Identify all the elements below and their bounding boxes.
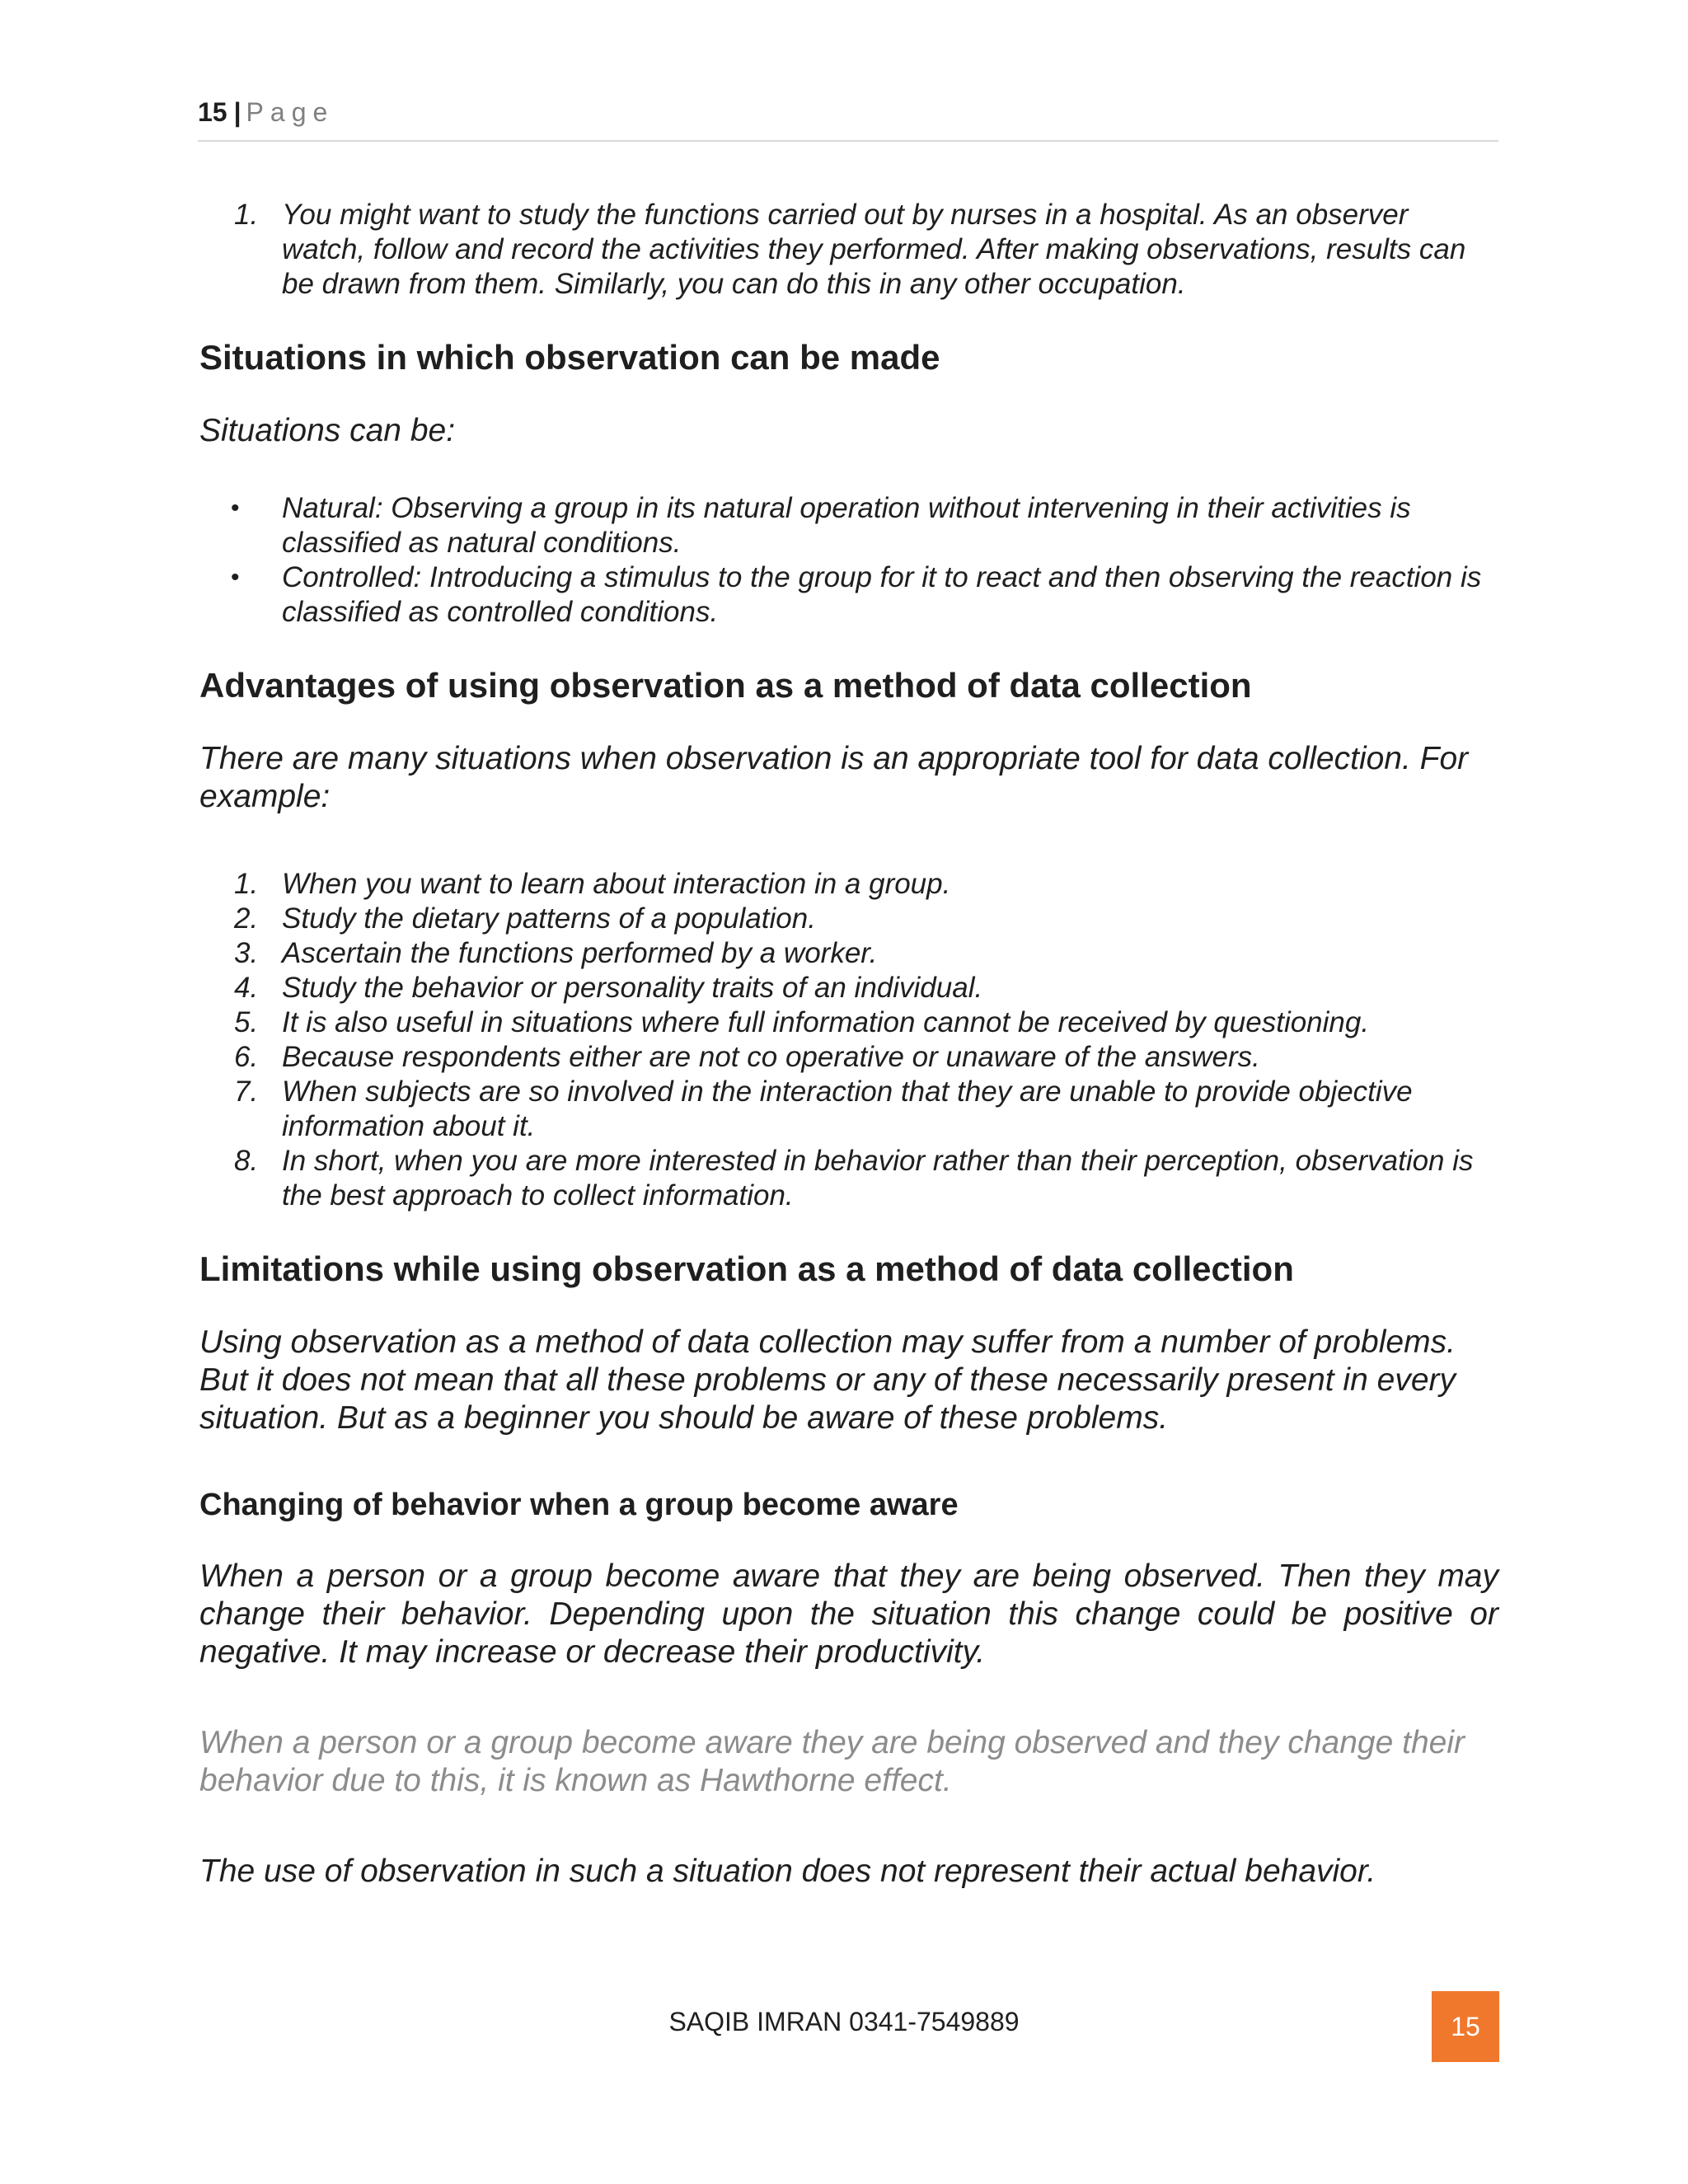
list-item-text: You might want to study the functions carried out by nurses in a hospital. As an observer watch, follow and record the activities they performed. After making observations, results can be drawn from them. Similarly, you can do this in any other occupation. [282, 199, 1466, 300]
situations-heading: Situations in which observation can be made [199, 338, 940, 377]
header-page-word: Page [246, 97, 335, 127]
intro-list [199, 198, 1498, 302]
list-marker: 3. [234, 937, 259, 969]
list-marker: 1. [234, 199, 259, 231]
bullet-icon: • [231, 494, 240, 522]
list-item [199, 971, 1498, 1005]
list-item-text: When subjects are so involved in the interaction that they are unable to provide objective information about it. [282, 1076, 1413, 1142]
limitations-intro: Using observation as a method of data collection may suffer from a number of problems. But it does not mean that all these problems or any of these necessarily present in every situation. But as a beginner you should be aware of these problems. [199, 1324, 1456, 1436]
bullet-icon: • [231, 564, 240, 591]
limitations-heading: Limitations while using observation as a method of data collection [199, 1249, 1294, 1288]
header-separator: | [233, 97, 241, 127]
situations-bullet-list [199, 491, 1498, 630]
list-item-text: In short, when you are more interested in behavior rather than their perception, observation is the best approach to collect information. [282, 1145, 1474, 1212]
list-item [199, 560, 1498, 630]
changing-heading: Changing of behavior when a group become aware [199, 1488, 959, 1522]
list-item-text: When you want to learn about interaction in a group. [282, 868, 951, 900]
list-marker: 2. [234, 902, 259, 935]
hawthorne-paragraph: When a person or a group become aware they are being observed and they change their behavior due to this, it is known as Hawthorne effect. [199, 1725, 1465, 1798]
list-item-text: Controlled: Introducing a stimulus to the group for it to react and then observing the reaction is classified as controlled conditions. [282, 561, 1482, 628]
list-item-text: Because respondents either are not co operative or unaware of the answers. [282, 1041, 1260, 1073]
advantages-intro: There are many situations when observation is an appropriate tool for data collection. For example: [199, 741, 1469, 814]
list-item [199, 1075, 1498, 1144]
changing-paragraph-1: When a person or a group become aware that they are being observed. Then they may change their behavior. Depending upon the situation this change could be positive or negative. It may increase or decrease their productivity. [199, 1558, 1498, 1670]
list-item [199, 1144, 1498, 1213]
list-item [199, 198, 1498, 302]
list-marker: 8. [234, 1145, 259, 1177]
list-item-text: Study the behavior or personality traits of an individual. [282, 972, 983, 1004]
page-content [199, 198, 1498, 1891]
changing-paragraph-3: The use of observation in such a situation does not represent their actual behavior. [199, 1854, 1376, 1889]
list-item [199, 1040, 1498, 1075]
footer-page-number-box: 15 [1432, 1991, 1499, 2062]
footer-author: SAQIB IMRAN 0341-7549889 [668, 2007, 1020, 2036]
advantages-heading: Advantages of using observation as a method of data collection [199, 666, 1252, 705]
list-marker: 1. [234, 868, 259, 900]
list-item [199, 867, 1498, 902]
list-item-text: Natural: Observing a group in its natural operation without intervening in their activities is classified as natural conditions. [282, 492, 1411, 559]
list-item [199, 902, 1498, 936]
list-item-text: It is also useful in situations where full information cannot be received by questioning. [282, 1006, 1370, 1038]
list-item [199, 936, 1498, 971]
list-marker: 7. [234, 1076, 259, 1108]
list-item-text: Ascertain the functions performed by a worker. [282, 937, 878, 969]
list-item-text: Study the dietary patterns of a population. [282, 902, 816, 935]
header-page-number: 15 [198, 97, 227, 127]
list-item [199, 491, 1498, 560]
page-header [198, 97, 1498, 142]
list-marker: 5. [234, 1006, 259, 1038]
situations-intro: Situations can be: [199, 413, 456, 448]
list-item [199, 1005, 1498, 1040]
list-marker: 6. [234, 1041, 259, 1073]
advantages-list [199, 867, 1498, 1213]
list-marker: 4. [234, 972, 259, 1004]
